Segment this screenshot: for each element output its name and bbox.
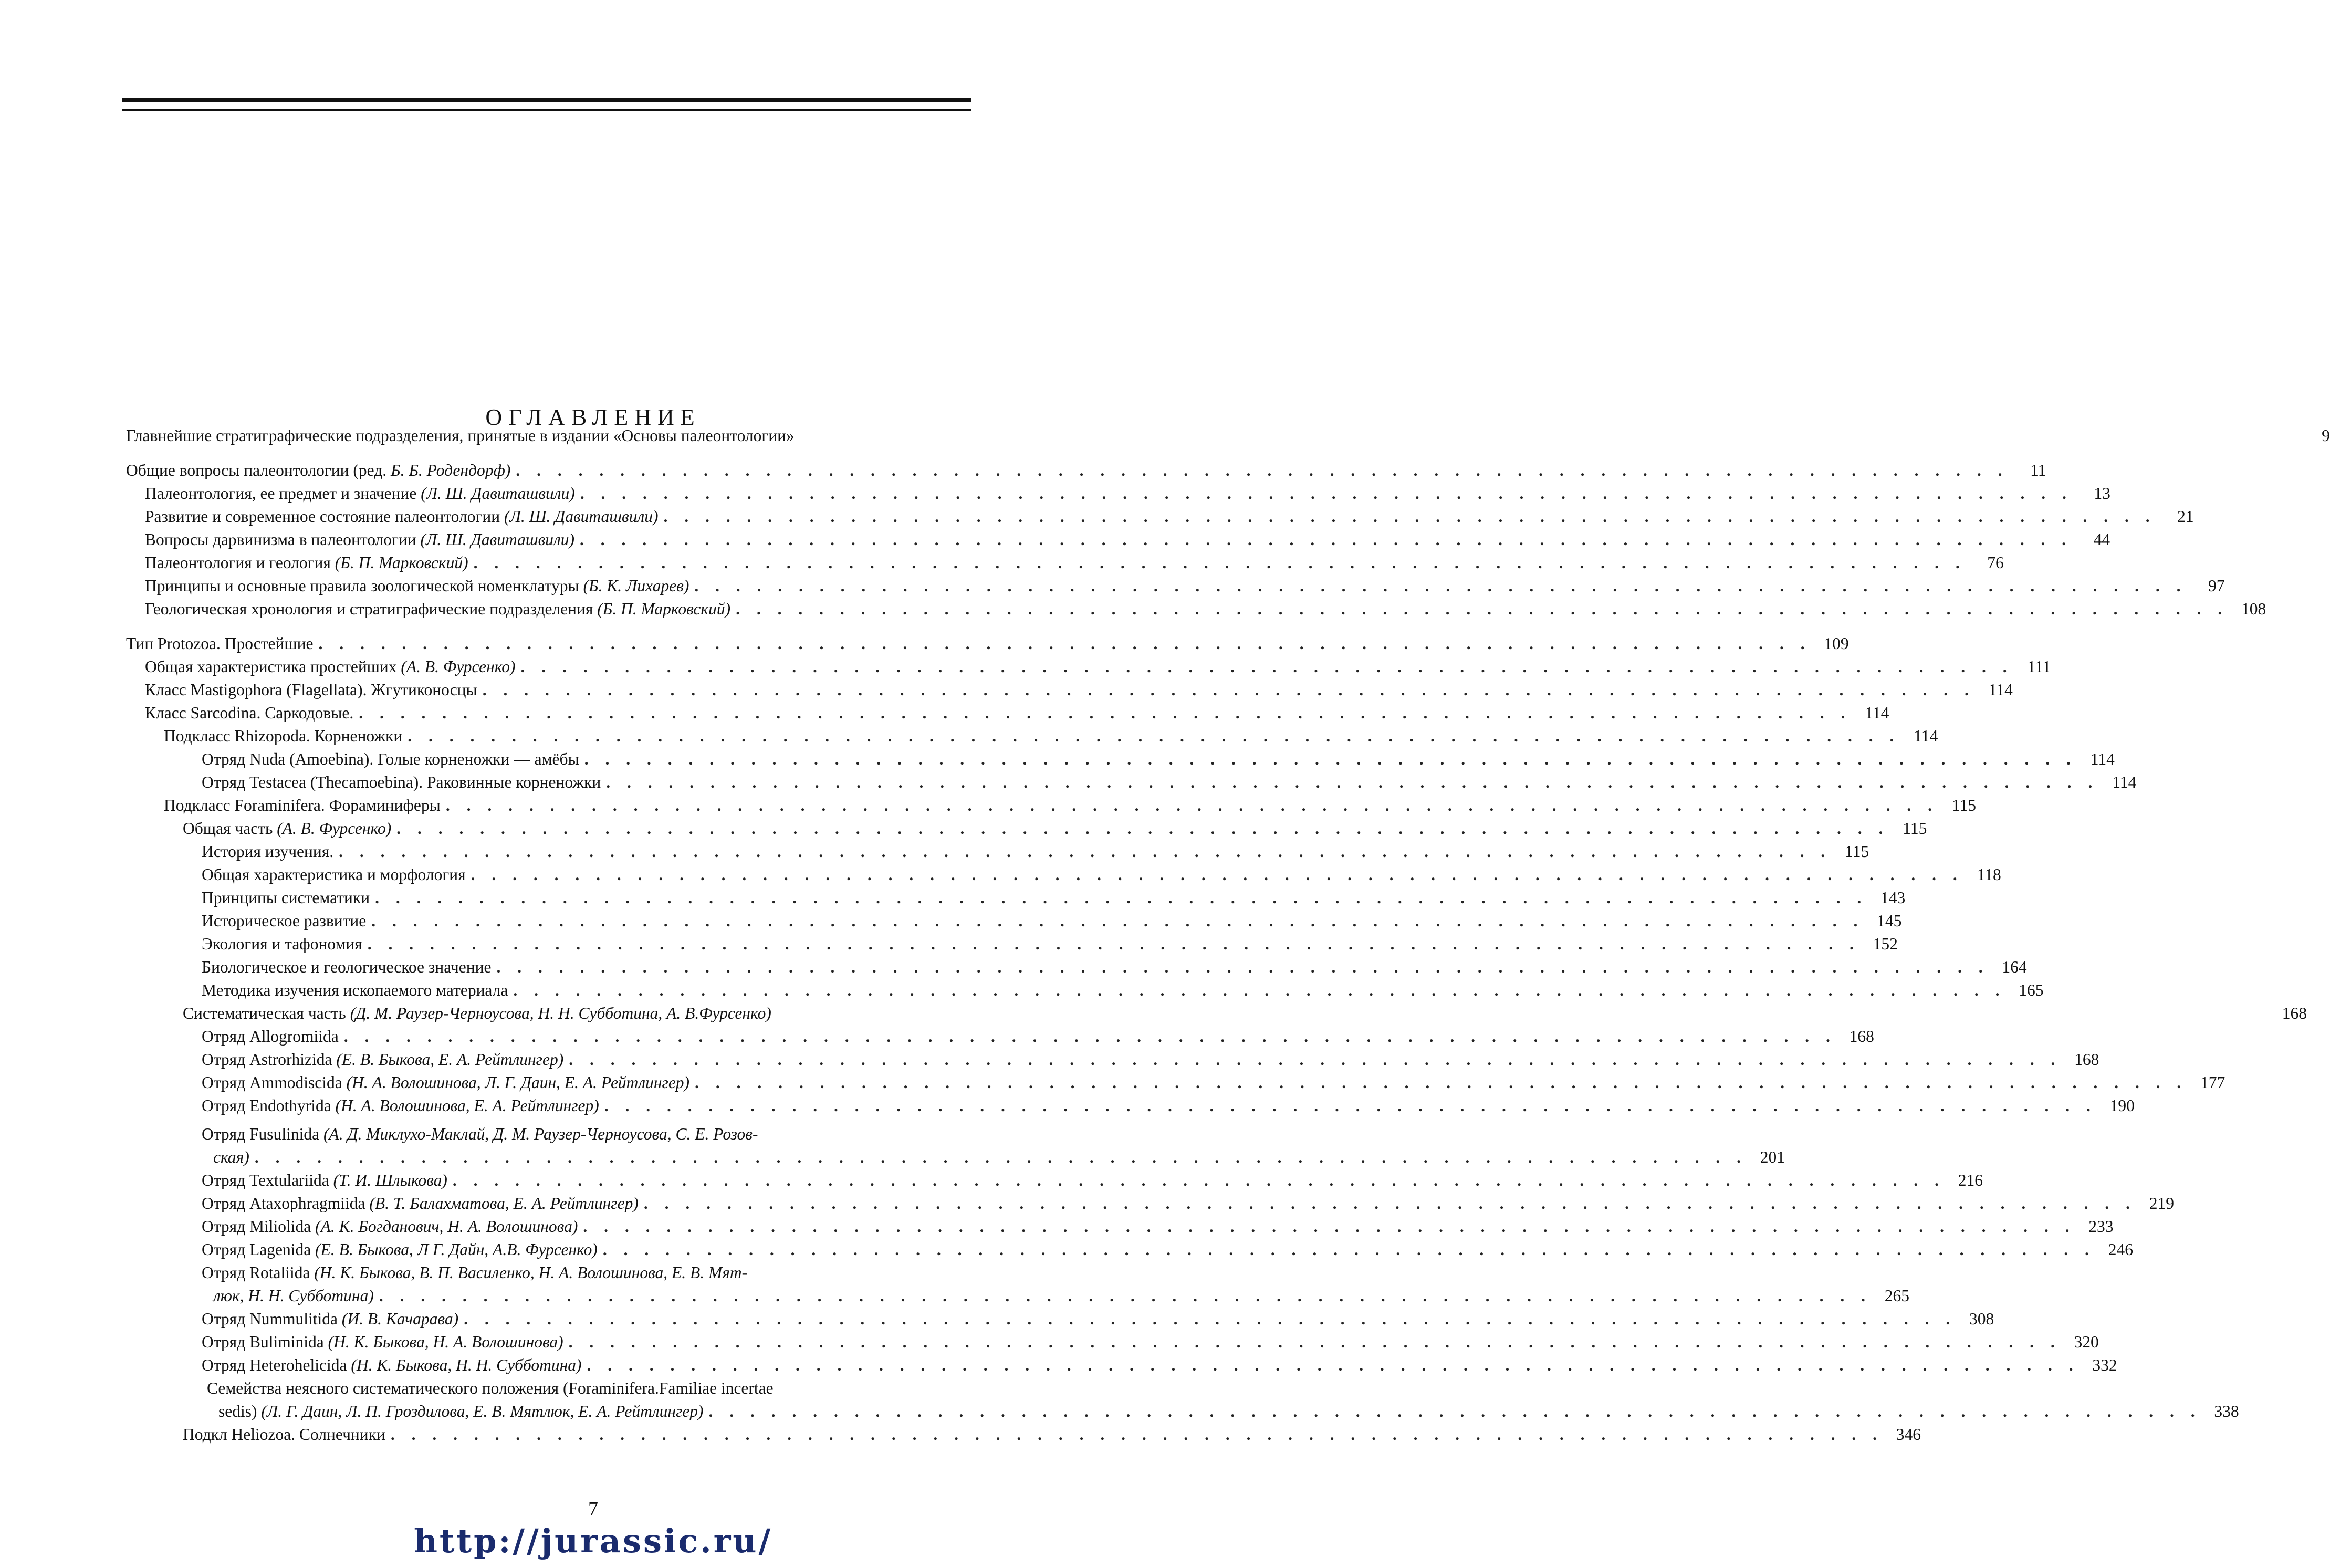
toc-entry-title: Отряд Rotaliida [202,1263,310,1282]
toc-entry-title: Отряд Nummulitida [202,1310,338,1328]
toc-entry-title: Отряд Astrorhizida [202,1050,332,1069]
toc-entry[interactable] [126,1261,1909,1308]
toc-entry-author: (Т. И. Шлыкова) [333,1171,447,1189]
dot-leader: . . . . . . . . . . . . . . . . . . . . . . . . . . . . . . . . . . . . . . . . . . . . . . . . . . . . . . . . . . . . . . . . . . . . . . . . [583,1217,2076,1236]
dot-leader: . . . . . . . . . . . . . . . . . . . . . . . . . . . . . . . . . . . . . . . . . . . . . . . . . . . . . . . . . . . . . . . . . . . . . . . . [339,842,1832,861]
toc-entry-title: Отряд Fusulinida [202,1125,320,1143]
toc-page-number: 114 [2090,750,2115,768]
toc-entry-author: (Н. А. Волошинова, Л. Г. Даин, Е. А. Рейтлингер) [346,1073,690,1092]
toc-page-number: 233 [2088,1217,2114,1236]
toc-entry-author: (Б. П. Марковский) [597,600,731,618]
toc-entry-author: (Л. Ш. Давиташвили) [504,507,659,526]
toc-entry-author: (Л. Г. Даин, Л. П. Гроздилова, Е. В. Мятлюк, Е. А. Рейтлингер) [261,1402,704,1420]
toc-page-number: 320 [2074,1333,2099,1351]
toc-entry-title: Отряд Ataxophragmiida [202,1194,365,1212]
toc-page-number: 115 [1845,842,1869,861]
toc-page-number: 168 [1849,1027,1874,1046]
toc-page-number: 145 [1877,912,1902,930]
toc-entry[interactable] [126,840,1869,863]
toc-entry-author: (Е. В. Быкова, Е. А. Рейтлингер) [336,1050,564,1069]
toc-entry-title: Систематическая часть [183,1004,346,1022]
toc-entry-author: (А. В. Фурсенко) [401,657,516,676]
toc-entry-title: Биологическое и геологическое значение [202,958,492,976]
toc-entry-title: Общая характеристика и морфология [202,865,466,884]
dot-leader: . . . . . . . . . . . . . . . . . . . . . . . . . . . . . . . . . . . . . . . . . . . . . . . . . . . . . . . . . . . . . . . . . . . . . . . . [602,1240,2095,1259]
toc-page-number: 338 [2214,1402,2239,1420]
toc-entry[interactable] [126,725,1938,748]
toc-page-number: 21 [2177,507,2194,526]
toc-entry[interactable] [126,528,2110,551]
dot-leader: . . . . . . . . . . . . . . . . . . . . . . . . . . . . . . . . . . . . . . . . . . . . . . . . . . . . . . . . . . . . . . . . . . . . . . . . [643,1194,2136,1212]
toc-entry[interactable] [126,979,2044,1002]
toc-page-number: 308 [1969,1310,1994,1328]
toc-entry-continuation: ская) [213,1148,249,1166]
toc-entry[interactable] [126,424,2330,447]
dot-leader: . . . . . . . . . . . . . . . . . . . . . . . . . . . . . . . . . . . . . . . . . . . . . . . . . . . . . . . . . . . . . . . . . . . . . . . . [520,657,2013,676]
dot-leader: . . . . . . . . . . . . . . . . . . . . . . . . . . . . . . . . . . . . . . . . . . . . . . . . . . . . . . . . . . . . . . . . . . . . . . . . [587,1356,2080,1374]
dot-leader: . . . . . . . . . . . . . . . . . . . . . . . . . . . . . . . . . . . . . . . . . . . . . . . . . . . . . . . . . . . . . . . . . . . . . . . . [318,634,1811,653]
toc-entry[interactable] [126,459,2046,482]
dot-leader: . . . . . . . . . . . . . . . . . . . . . . . . . . . . . . . . . . . . . . . . . . . . . . . . . . . . . . . . . . . . . . . . . . . . . . . . [513,981,2006,999]
toc-entry[interactable] [126,1238,2133,1261]
toc-entry[interactable] [126,886,1906,910]
toc-entry[interactable] [126,910,1902,933]
dot-leader: . . . . . . . . . . . . . . . . . . . . . . . . . . . . . . . . . . . . . . . . . . . . . . . . . . . . . . . . . . . . . . . . . . . . . . . . [580,530,2073,549]
dot-leader: . . . . . . . . . . . . . . . . . . . . . . . . . . . . . . . . . . . . . . . . . . . . . . . . . . . . . . . . . . . . . . . . . . . . . . . . [343,1027,1836,1046]
toc-entry[interactable] [126,771,2137,794]
toc-entry-title: Методика изучения ископаемого материала [202,981,508,999]
toc-page-number: 111 [2027,657,2051,676]
dot-leader: . . . . . . . . . . . . . . . . . . . . . . . . . . . . . . . . . . . . . . . . . . . . . . . . . . . . . . . . . . . . . . . . . . . . . . . . [390,1425,1883,1444]
toc-entry[interactable] [126,655,2051,678]
toc-entry-title: Отряд Textulariida [202,1171,329,1189]
toc-page-number: 44 [2093,530,2110,549]
toc-entry[interactable] [126,956,2027,979]
toc-page-number: 332 [2092,1356,2117,1374]
dot-leader: . . . . . . . . . . . . . . . . . . . . . . . . . . . . . . . . . . . . . . . . . . . . . . . . . . . . . . . . . . . . . . . . . . . . . . . . [482,681,1975,699]
toc-entry-title: Подкласс Foraminifera. Фораминиферы [164,796,441,814]
toc-entry-title: Палеонтология и геология [145,553,331,572]
dot-leader: . . . . . . . . . . . . . . . . . . . . . . . . . . . . . . . . . . . . . . . . . . . . . . . . . . . . . . . . . . . . . . . . . . . . . . . . [516,461,2009,479]
toc-entry-author: (Л. Ш. Давиташвили) [421,484,575,503]
toc-page-number: 152 [1873,935,1898,953]
toc-entry-author: (Е. В. Быкова, Л Г. Дайн, А.В. Фурсенко) [315,1240,598,1259]
toc-page-number: 219 [2149,1194,2174,1212]
toc-entry[interactable] [126,933,1898,956]
toc-page-number: 76 [1987,553,2004,572]
toc-entry-title: История изучения. [202,842,334,861]
dot-leader: . . . . . . . . . . . . . . . . . . . . . . . . . . . . . . . . . . . . . . . . . . . . . . . . . . . . . . . . . . . . . . . . . . . . . . . . [580,484,2073,503]
top-rule-thin [122,109,971,111]
toc-page-number: 190 [2109,1096,2135,1115]
toc-page-number: 108 [2241,600,2266,618]
top-rule-thick [122,98,971,102]
dot-leader: . . . . . . . . . . . . . . . . . . . . . . . . . . . . . . . . . . . . . . . . . . . . . . . . . . . . . . . . . . . . . . . . . . . . . . . . [408,727,1900,745]
toc-entry-title: Принципы и основные правила зоологической номенклатуры [145,577,579,595]
toc-entry-title: Общая характеристика простейших [145,657,397,676]
dot-leader: . . . . . . . . . . . . . . . . . . . . . . . . . . . . . . . . . . . . . . . . . . . . . . . . . . . . . . . . . . . . . . . . . . . . . . . . [379,1287,1872,1305]
toc-entry-title: Общая часть [183,819,273,838]
dot-leader: . . . . . . . . . . . . . . . . . . . . . . . . . . . . . . . . . . . . . . . . . . . . . . . . . . . . . . . . . . . . . . . . . . . . . . . . [396,819,1889,838]
toc-entry-title: Подкл Heliozoa. Солнечники [183,1425,385,1444]
toc-entry[interactable] [126,551,2004,574]
dot-leader: . . . . . . . . . . . . . . . . . . . . . . . . . . . . . . . . . . . . . . . . . . . . . . . . . . . . . . . . . . . . . . . . . . . . . . . . [606,773,2099,791]
toc-entry[interactable] [126,1094,2135,1117]
dot-leader: . . . . . . . . . . . . . . . . . . . . . . . . . . . . . . . . . . . . . . . . . . . . . . . . . . . . . . . . . . . . . . . . . . . . . . . . [695,1073,2188,1092]
toc-page-number: 201 [1760,1148,1785,1166]
dot-leader: . . . . . . . . . . . . . . . . . . . . . . . . . . . . . . . . . . . . . . . . . . . . . . . . . . . . . . . . . . . . . . . . . . . . . . . . [371,912,1864,930]
toc-entry-continuation: sedis) [218,1402,257,1420]
toc-entry-author: (И. В. Качарава) [341,1310,459,1328]
toc-page-number: 9 [2322,426,2330,445]
toc-entry[interactable] [126,1192,2174,1215]
toc-page-number: 115 [1951,796,1976,814]
dot-leader: . . . . . . . . . . . . . . . . . . . . . . . . . . . . . . . . . . . . . . . . . . . . . . . . . . . . . . . . . . . . . . . . . . . . . . . . [464,1310,1957,1328]
page-number: 7 [588,1498,598,1520]
toc-page-number: 13 [2094,484,2110,503]
dot-leader: . . . . . . . . . . . . . . . . . . . . . . . . . . . . . . . . . . . . . . . . . . . . . . . . . . . . . . . . . . . . . . . . . . . . . . . . [473,553,1966,572]
toc-entry-title: Отряд Endothyrida [202,1096,331,1115]
toc-entry-author: (А. В. Фурсенко) [277,819,392,838]
toc-page-number: 114 [2112,773,2137,791]
toc-entry-title: Вопросы дарвинизма в палеонтологии [145,530,416,549]
toc-entry[interactable] [126,1048,2099,1071]
dot-leader: . . . . . . . . . . . . . . . . . . . . . . . . . . . . . . . . . . . . . . . . . . . . . . . . . . . . . . . . . . . . . . . . . . . . . . . . [569,1050,2062,1069]
dot-leader: . . . . . . . . . . . . . . . . . . . . . . . . . . . . . . . . . . . . . . . . . . . . . . . . . . . . . . . . . . . . . . . . . . . . . . . . [496,958,1989,976]
toc-entry-author: (А. Д. Миклухо-Маклай, Д. М. Раузер-Черноусова, С. Е. Розов- [323,1125,758,1143]
toc-entry[interactable] [126,863,2001,886]
toc-entry[interactable] [126,1423,1921,1446]
toc-entry-title: Развитие и современное состояние палеонтологии [145,507,500,526]
toc-entry-title: Отряд Nuda (Amoebina). Голые корненожки — амёбы [202,750,579,768]
toc-entry[interactable] [126,748,2115,771]
dot-leader: . . . . . . . . . . . . . . . . . . . . . . . . . . . . . . . . . . . . . . . . . . . . . . . . . . . . . . . . . . . . . . . . . . . . . . . . [452,1171,1945,1189]
toc-entry[interactable] [126,574,2225,598]
toc-page-number: 346 [1896,1425,1921,1444]
toc-entry-title: Палеонтология, ее предмет и значение [145,484,417,503]
toc-entry[interactable] [126,505,2194,528]
toc-entry[interactable] [126,1331,2099,1354]
dot-leader: . . . . . . . . . . . . . . . . . . . . . . . . . . . . . . . . . . . . . . . . . . . . . . . . . . . . . . . . . . . . . . . . . . . . . . . . [568,1333,2061,1351]
dot-leader: . . . . . . . . . . . . . . . . . . . . . . . . . . . . . . . . . . . . . . . . . . . . . . . . . . . . . . . . . . . . . . . . . . . . . . . . [736,600,2229,618]
toc-entry-author: (А. К. Богданович, Н. А. Волошинова) [315,1217,578,1236]
toc-page-number: 164 [2002,958,2027,976]
toc-entry[interactable] [126,1377,2239,1423]
toc-entry-title: Класс Mastigophora (Flagellata). Жгутиконосцы [145,681,477,699]
toc-entry-author: (Н. К. Быкова, Н. А. Волошинова) [328,1333,563,1351]
toc-entry-title: Тип Protozoa. Простейшие [126,634,314,653]
table-of-contents [126,424,2330,1446]
watermark-url[interactable]: http://jurassic.ru/ [413,1522,773,1560]
toc-entry-author: (Л. Ш. Давиташвили) [420,530,574,549]
dot-leader: . . . . . . . . . . . . . . . . . . . . . . . . . . . . . . . . . . . . . . . . . . . . . . . . . . . . . . . . . . . . . . . . . . . . . . . . [359,704,1852,722]
toc-entry[interactable] [126,598,2266,621]
toc-entry[interactable] [126,702,1889,725]
toc-entry-title: Экология и тафономия [202,935,362,953]
toc-entry-title: Отряд Lagenida [202,1240,311,1259]
toc-entry-title: Подкласс Rhizopoda. Корненожки [164,727,403,745]
toc-entry-author: (В. Т. Балахматова, Е. А. Рейтлингер) [369,1194,639,1212]
toc-entry-author: (Б. К. Лихарев) [583,577,689,595]
toc-entry-continuation: люк, Н. Н. Субботина) [213,1287,374,1305]
dot-leader: . . . . . . . . . . . . . . . . . . . . . . . . . . . . . . . . . . . . . . . . . . . . . . . . . . . . . . . . . . . . . . . . . . . . . . . . [471,865,1963,884]
toc-entry[interactable] [126,794,1976,817]
toc-entry-title: Отряд Miliolida [202,1217,311,1236]
dot-leader: . . . . . . . . . . . . . . . . . . . . . . . . . . . . . . . . . . . . . . . . . . . . . . . . . . . . . . . . . . . . . . . . . . . . . . . . [375,888,1868,907]
toc-page-number: 177 [2200,1073,2225,1092]
toc-page-number: 118 [1977,865,2001,884]
dot-leader: . . . . . . . . . . . . . . . . . . . . . . . . . . . . . . . . . . . . . . . . . . . . . . . . . . . . . . . . . . . . . . . . . . . . . . . . [663,507,2156,526]
toc-entry-title: Класс Sarcodina. Саркодовые. [145,704,354,722]
toc-entry[interactable] [126,1215,2114,1238]
toc-entry[interactable] [126,1071,2225,1094]
dot-leader: . . . . . . . . . . . . . . . . . . . . . . . . . . . . . . . . . . . . . . . . . . . . . . . . . . . . . . . . . . . . . . . . . . . . . . . . [584,750,2077,768]
dot-leader: . . . . . . . . . . . . . . . . . . . . . . . . . . . . . . . . . . . . . . . . . . . . . . . . . . . . . . . . . . . . . . . . . . . . . . . . [694,577,2187,595]
page-title: ОГЛАВЛЕНИЕ [485,404,701,431]
toc-entry-title: Геологическая хронология и стратиграфические подразделения [145,600,593,618]
toc-entry[interactable] [126,1123,1785,1169]
toc-entry-author: (Б. П. Марковский) [335,553,468,572]
toc-page-number: 265 [1884,1287,1909,1305]
toc-entry-title: Историческое развитие [202,912,367,930]
toc-page-number: 246 [2108,1240,2133,1259]
dot-leader: . . . . . . . . . . . . . . . . . . . . . . . . . . . . . . . . . . . . . . . . . . . . . . . . . . . . . . . . . . . . . . . . . . . . . . . . [604,1096,2097,1115]
toc-entry-author: (Н. А. Волошинова, Е. А. Рейтлингер) [335,1096,599,1115]
toc-entry[interactable] [126,482,2110,505]
toc-page-number: 114 [1865,704,1889,722]
toc-entry[interactable] [126,1354,2117,1377]
toc-entry-author: Б. Б. Родендорф) [391,461,511,479]
dot-leader: . . . . . . . . . . . . . . . . . . . . . . . . . . . . . . . . . . . . . . . . . . . . . . . . . . . . . . . . . . . . . . . . . . . . . . . . [254,1148,1747,1166]
toc-page-number: 109 [1824,634,1849,653]
toc-entry-author: (Д. М. Раузер-Черноусова, Н. Н. Субботина, А. В.Фурсенко) [350,1004,771,1022]
toc-entry[interactable] [126,1308,1994,1331]
toc-entry[interactable] [126,1025,1874,1048]
toc-entry-title: Отряд Buliminida [202,1333,324,1351]
toc-entry-title: Отряд Testacea (Thecamoebina). Раковинные корненожки [202,773,601,791]
toc-entry-title: Отряд Heterohelicida [202,1356,347,1374]
toc-entry-title: Главнейшие стратиграфические подразделения, принятые в издании «Основы палеонтологии» [126,426,795,445]
toc-entry[interactable] [126,1002,2307,1025]
toc-entry[interactable] [126,632,1849,655]
toc-entry-title: Принципы систематики [202,888,370,907]
toc-page-number: 114 [1988,681,2013,699]
toc-entry[interactable] [126,678,2013,702]
toc-page-number: 97 [2208,577,2225,595]
toc-entry-title: Семейства неясного систематического положения (Foraminifera.Familiae incertae [207,1379,774,1397]
toc-page-number: 165 [2019,981,2044,999]
toc-page-number: 216 [1958,1171,1983,1189]
toc-entry-title: Отряд Allogromiida [202,1027,339,1046]
dot-leader: . . . . . . . . . . . . . . . . . . . . . . . . . . . . . . . . . . . . . . . . . . . . . . . . . . . . . . . . . . . . . . . . . . . . . . . . [367,935,1860,953]
toc-page-number: 115 [1903,819,1927,838]
toc-entry-title: Общие вопросы палеонтологии (ред. [126,461,387,479]
toc-page-number: 114 [1914,727,1938,745]
toc-entry[interactable] [126,1169,1983,1192]
toc-entry[interactable] [126,817,1927,840]
toc-page-number: 168 [2282,1004,2307,1022]
toc-page-number: 143 [1880,888,1906,907]
toc-entry-author: (Н. К. Быкова, Н. Н. Субботина) [351,1356,582,1374]
toc-entry-title: Отряд Ammodiscida [202,1073,342,1092]
toc-entry-author: (Н. К. Быкова, В. П. Василенко, Н. А. Волошинова, Е. В. Мят- [314,1263,748,1282]
dot-leader: . . . . . . . . . . . . . . . . . . . . . . . . . . . . . . . . . . . . . . . . . . . . . . . . . . . . . . . . . . . . . . . . . . . . . . . . [708,1402,2201,1420]
dot-leader: . . . . . . . . . . . . . . . . . . . . . . . . . . . . . . . . . . . . . . . . . . . . . . . . . . . . . . . . . . . . . . . . . . . . . . . . [445,796,1938,814]
toc-page-number: 11 [2030,461,2046,479]
toc-page-number: 168 [2074,1050,2099,1069]
